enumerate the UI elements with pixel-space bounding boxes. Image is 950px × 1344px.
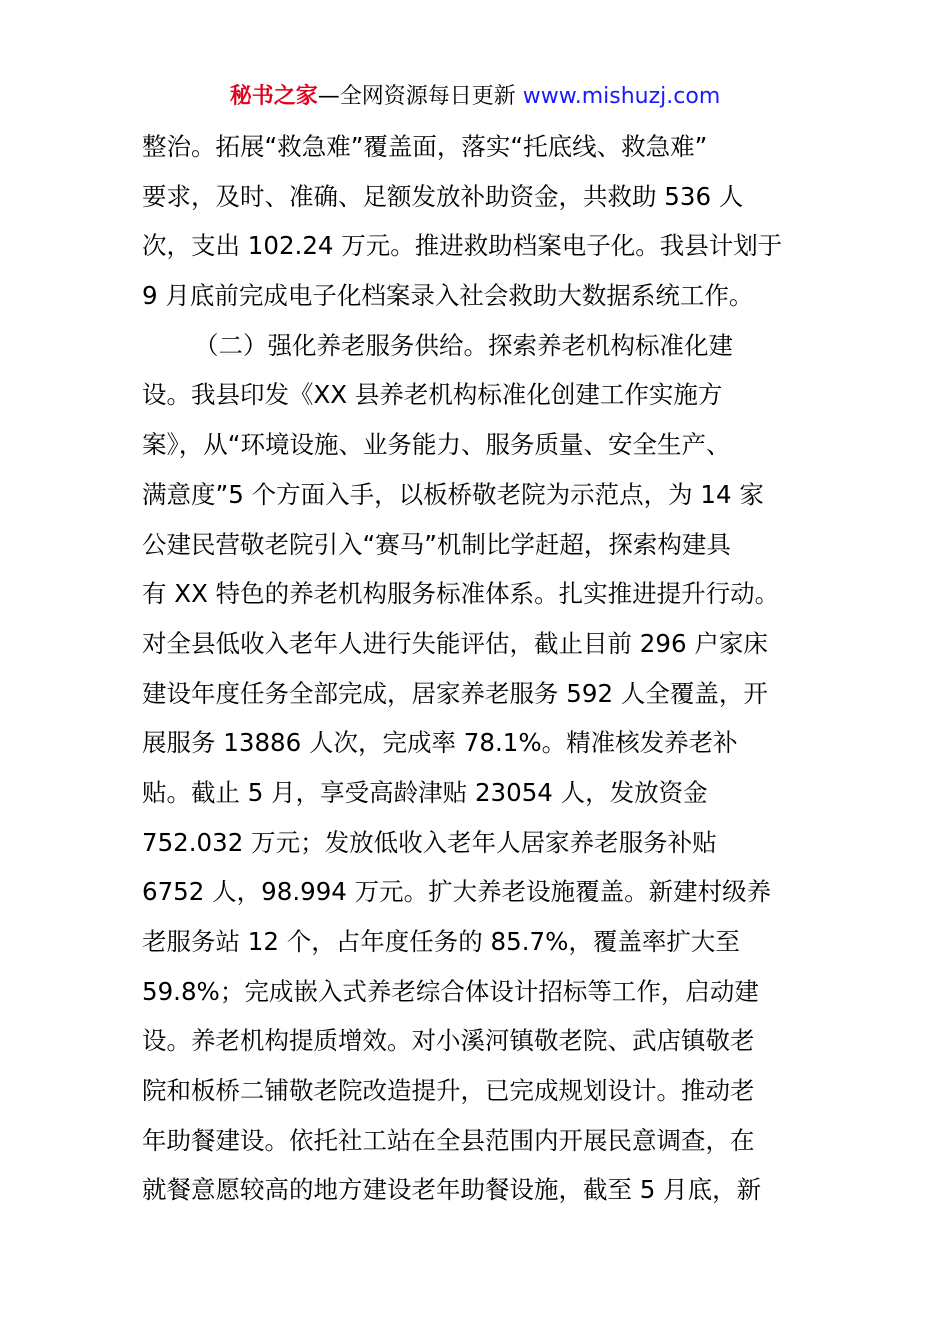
text-line-indented — [142, 321, 810, 371]
text-line — [142, 867, 810, 917]
text-line-content: 有 XX 特色的养老机构服务标准体系。扎实推进提升行动。 — [142, 579, 780, 609]
text-line-content: 展服务 13886 人次，完成率 78.1%。精准核发养老补 — [142, 728, 738, 758]
text-line — [142, 818, 810, 868]
text-line — [142, 1116, 810, 1166]
text-line — [142, 619, 810, 669]
text-line-content: 年助餐建设。依托社工站在全县范围内开展民意调查，在 — [142, 1125, 755, 1155]
text-line-content: （二）强化养老服务供给。探索养老机构标准化建 — [194, 330, 733, 360]
header-brand: 秘书之家 — [229, 84, 318, 109]
text-line-content: 6752 人，98.994 万元。扩大养老设施覆盖。新建村级养 — [142, 877, 772, 907]
header-url-link[interactable]: www.mishuzj.com — [522, 84, 721, 109]
text-line — [142, 768, 810, 818]
text-line-content: 752.032 万元；发放低收入老年人居家养老服务补贴 — [142, 827, 717, 857]
text-line — [142, 221, 810, 271]
text-line — [142, 420, 810, 470]
text-line — [142, 569, 810, 619]
text-line — [142, 718, 810, 768]
text-line — [142, 470, 810, 520]
text-line-content: 就餐意愿较高的地方建设老年助餐设施，截至 5 月底，新 — [142, 1175, 762, 1205]
document-body — [142, 122, 810, 1215]
text-line-content: 建设年度任务全部完成，居家养老服务 592 人全覆盖，开 — [142, 678, 768, 708]
text-line-content: 对全县低收入老年人进行失能评估，截止目前 296 户家床 — [142, 628, 768, 658]
text-line — [142, 271, 810, 321]
text-line-content: 次，支出 102.24 万元。推进救助档案电子化。我县计划于 — [142, 231, 783, 261]
text-line — [142, 669, 810, 719]
text-line — [142, 370, 810, 420]
text-line-content: 9 月底前完成电子化档案录入社会救助大数据系统工作。 — [142, 281, 754, 311]
text-line — [142, 520, 810, 570]
text-line-content: 满意度”5 个方面入手，以板桥敬老院为示范点，为 14 家 — [142, 479, 764, 509]
text-line-content: 整治。拓展“救急难”覆盖面，落实“托底线、救急难” — [142, 132, 708, 161]
page-header — [0, 80, 950, 114]
text-line — [142, 1016, 810, 1066]
text-line-content: 59.8%；完成嵌入式养老综合体设计招标等工作，启动建 — [142, 976, 759, 1006]
text-line-content: 要求，及时、准确、足额发放补助资金，共救助 536 人 — [142, 181, 744, 211]
text-line-content: 老服务站 12 个，占年度任务的 85.7%，覆盖率扩大至 — [142, 927, 740, 956]
text-line — [142, 122, 810, 172]
text-line-content: 设。养老机构提质增效。对小溪河镇敬老院、武店镇敬老 — [142, 1026, 755, 1056]
text-line — [142, 917, 810, 967]
text-line — [142, 1066, 810, 1116]
text-line — [142, 1165, 810, 1215]
header-tagline: —全网资源每日更新 — [317, 84, 516, 109]
text-line-content: 贴。截止 5 月，享受高龄津贴 23054 人，发放资金 — [142, 777, 708, 807]
text-line-content: 院和板桥二铺敬老院改造提升，已完成规划设计。推动老 — [142, 1076, 755, 1106]
text-line-content: 设。我县印发《XX 县养老机构标准化创建工作实施方 — [142, 380, 723, 410]
text-line-content: 公建民营敬老院引入“赛马”机制比学赶超，探索构建具 — [142, 529, 731, 559]
text-line — [142, 967, 810, 1017]
text-line-content: 案》，从“环境设施、业务能力、服务质量、安全生产、 — [142, 430, 731, 460]
text-line — [142, 172, 810, 222]
